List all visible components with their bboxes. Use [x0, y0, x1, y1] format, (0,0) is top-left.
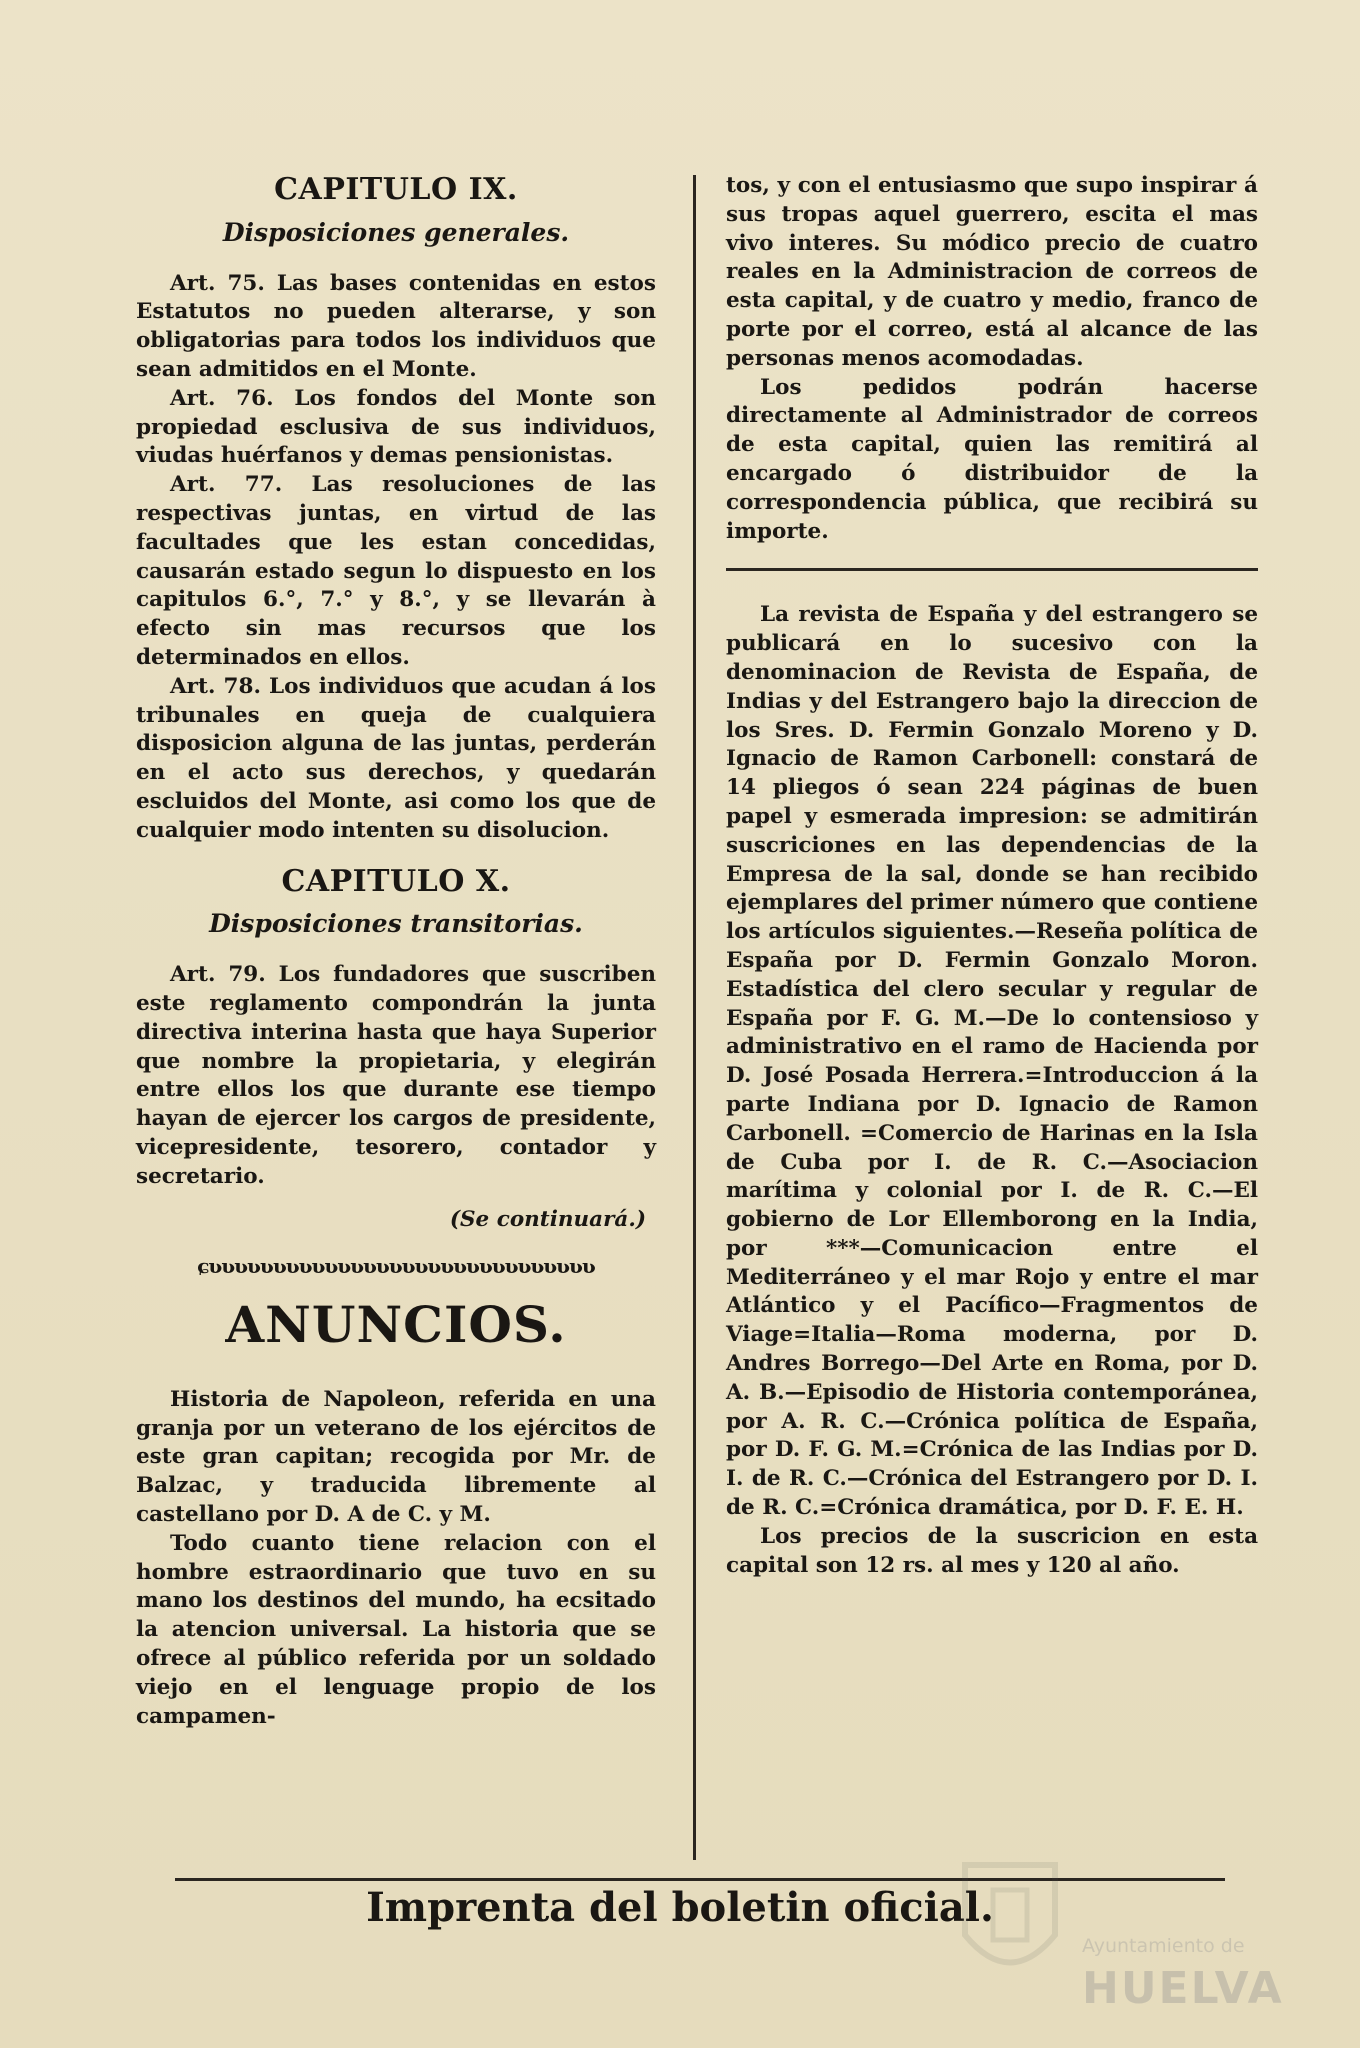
article-79: Art. 79. Los fundadores que suscriben este reglamento compondrán la junta directiva interina hasta que haya Superior que nombre la propietaria, y elegirán entre ellos los que durante ese tiempo hayan de ejercer los cargos de presidente, vicepresidente, tesorero, contador y secretario.: [136, 962, 656, 1189]
left-column: [136, 170, 656, 1731]
archive-watermark: [1082, 1935, 1292, 2015]
watermark-line2: HUELVA: [1082, 1963, 1284, 2014]
watermark-line1: Ayuntamiento de: [1082, 1935, 1245, 1957]
chapter-10-subtitle: Disposiciones transitorias.: [209, 909, 583, 939]
article-75: Art. 75. Las bases contenidas en estos Estatutos no pueden alterarse, y son obligatorias para todos los individuos que sean admitidos en el Monte.: [136, 270, 656, 382]
section-rule: [726, 568, 1258, 571]
chapter-10-title: CAPITULO X.: [281, 863, 511, 899]
orders-notice: Los pedidos podrán hacerse directamente al Administrador de correos de esta capital, quien las remitirá al encargado ó distribuidor de la correspondencia pública, que recibirá su importe.: [726, 374, 1258, 544]
ornamental-divider: ɕʋʋʋʋʋʋʋʋʋʋʋʋʋʋʋʋʋʋʋʋʋʋʋʋʋʋʋʋʋʋ: [197, 1254, 595, 1279]
right-column: [726, 172, 1258, 1580]
napoleon-continuation: tos, y con el entusiasmo que supo inspirar á sus tropas aquel guerrero, escita el mas vivo interes. Su módico precio de cuatro reales en la Administracion de correos de esta capital, y de cuatro y medio, franco de porte por el correo, está al alcance de las personas menos acomodadas.: [726, 173, 1258, 371]
revista-announcement: La revista de España y del estrangero se publicará en lo sucesivo con la denominacion de Revista de España, de Indias y del Estrangero bajo la direccion de los Sres. D. Fermin Gonzalo Moreno y D. Ignacio de Ramon Carbonell: constará de 14 pliegos ó sean 224 páginas de buen papel y esmerada impresion: se admitirán suscriciones en las dependencias de la Empresa de la sal, donde se han recibido ejemplares del primer número que contiene los artículos siguientes.—Reseña política de España por D. Fermin Gonzalo Moron. Estadística del clero secular y regular de España por F. G. M.—De lo contensioso y administrativo en el ramo de Hacienda por D. José Posada Herrera.=Introduccion á la parte Indiana por D. Ignacio de Ramon Carbonell. =Comercio de Harinas en la Isla de Cuba por I. de R. C.—Asociacion marítima y colonial por I. de R. C.—El gobierno de Lor Ellemborong en la India, por ***—Comunicacion entre el Mediterráneo y el mar Rojo y entre el mar Atlántico y el Pacífico—Fragmentos de Viage=Italia—Roma moderna, por D. Andres Borrego—Del Arte en Roma, por D. A. B.—Episodio de Historia contemporánea, por A. R. C.—Crónica política de España, por D. F. G. M.=Crónica de las Indias por D. I. de R. C.—Crónica del Estrangero por D. I. de R. C.=Crónica dramática, por D. F. E. H.: [726, 602, 1258, 1521]
article-77: Art. 77. Las resoluciones de las respectivas juntas, en virtud de las facultades que les estan concedidas, causarán estado segun lo dispuesto en los capitulos 6.°, 7.° y 8.°, y se llevarán à efecto sin mas recursos que los determinados en ellos.: [136, 472, 656, 670]
announcements-title: ANUNCIOS.: [225, 1295, 567, 1355]
article-76: Art. 76. Los fondos del Monte son propiedad esclusiva de sus individuos, viudas huérfanos y demas pensionistas.: [136, 385, 656, 469]
article-78: Art. 78. Los individuos que acudan á los tribunales en queja de cualquiera disposicion alguna de las juntas, perderán en el acto sus derechos, y quedarán escluidos del Monte, asi como los que de cualquier modo intenten su disolucion.: [136, 673, 656, 843]
napoleon-announcement: Historia de Napoleon, referida en una granja por un veterano de los ejércitos de este gran capitan; recogida por Mr. de Balzac, y traducida libremente al castellano por D. A de C. y M.: [136, 1386, 656, 1528]
crest-icon: [955, 1845, 1065, 1995]
footer-rule: [175, 1878, 1225, 1881]
printer-imprint: Imprenta del boletin oficial.: [366, 1884, 994, 1931]
chapter-9-title: CAPITULO IX.: [274, 172, 518, 207]
revista-prices: Los precios de la suscricion en esta capital son 12 rs. al mes y 120 al año.: [726, 1523, 1258, 1578]
column-divider: [693, 175, 696, 1860]
continued-note: (Se continuará.): [449, 1206, 646, 1232]
napoleon-description: Todo cuanto tiene relacion con el hombre estraordinario que tuvo en su mano los destinos del mundo, ha ecsitado la atencion universal. La historia que se ofrece al público referida por un soldado viejo en el lenguage propio de los campamen-: [136, 1530, 656, 1729]
chapter-9-subtitle: Disposiciones generales.: [222, 217, 570, 247]
